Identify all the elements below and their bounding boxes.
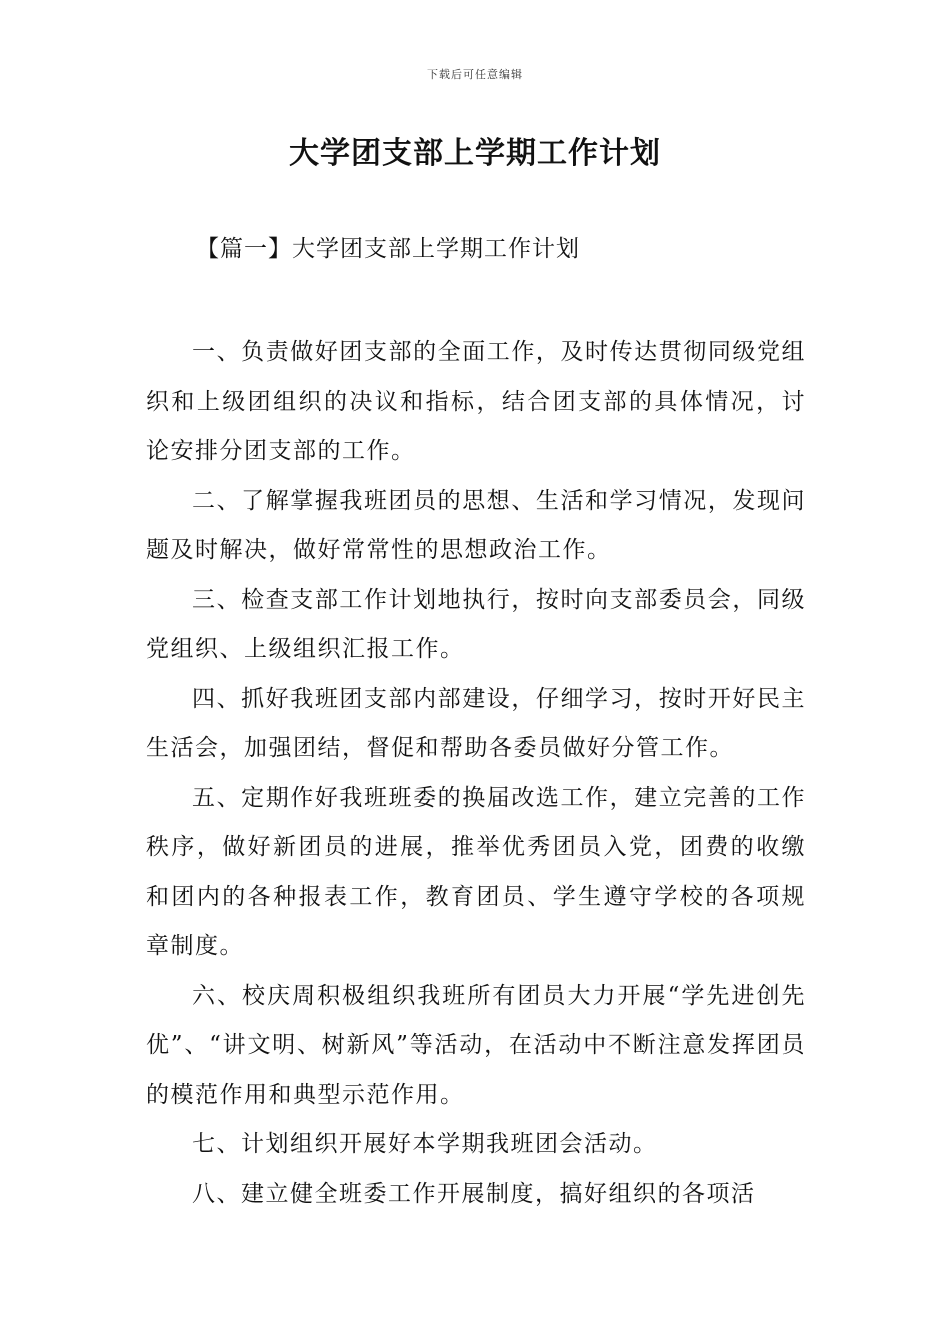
document-body: [146, 328, 806, 1219]
document-title: 大学团支部上学期工作计划: [289, 136, 661, 171]
paragraph-8: 八、建立健全班委工作开展制度，搞好组织的各项活: [192, 1180, 756, 1207]
paragraph-2: 二、了解掌握我班团员的思想、生活和学习情况，发现问题及时解决，做好常常性的思想政治工作。: [146, 487, 806, 563]
paragraph-6: 六、校庆周积极组织我班所有团员大力开展“学先进创先优”、“讲文明、树新风”等活动，在活动中不断注意发挥团员的模范作用和典型示范作用。: [146, 982, 806, 1108]
paragraph-3: 三、检查支部工作计划地执行，按时向支部委员会，同级党组织、上级组织汇报工作。: [146, 586, 806, 662]
header-note: 下载后可任意编辑: [427, 68, 523, 81]
paragraph-1: 一、负责做好团支部的全面工作，及时传达贯彻同级党组织和上级团组织的决议和指标，结合团支部的具体情况，讨论安排分团支部的工作。: [146, 339, 806, 464]
paragraph-5: 五、定期作好我班班委的换届改选工作，建立完善的工作秩序，做好新团员的进展，推举优秀团员入党，团费的收缴和团内的各种报表工作，教育团员、学生遵守学校的各项规章制度。: [146, 784, 806, 959]
section-heading: 【篇一】大学团支部上学期工作计划: [196, 236, 580, 262]
paragraph-4: 四、抓好我班团支部内部建设，仔细学习，按时开好民主生活会，加强团结，督促和帮助各委员做好分管工作。: [146, 685, 806, 761]
paragraph-7: 七、计划组织开展好本学期我班团会活动。: [192, 1131, 658, 1157]
